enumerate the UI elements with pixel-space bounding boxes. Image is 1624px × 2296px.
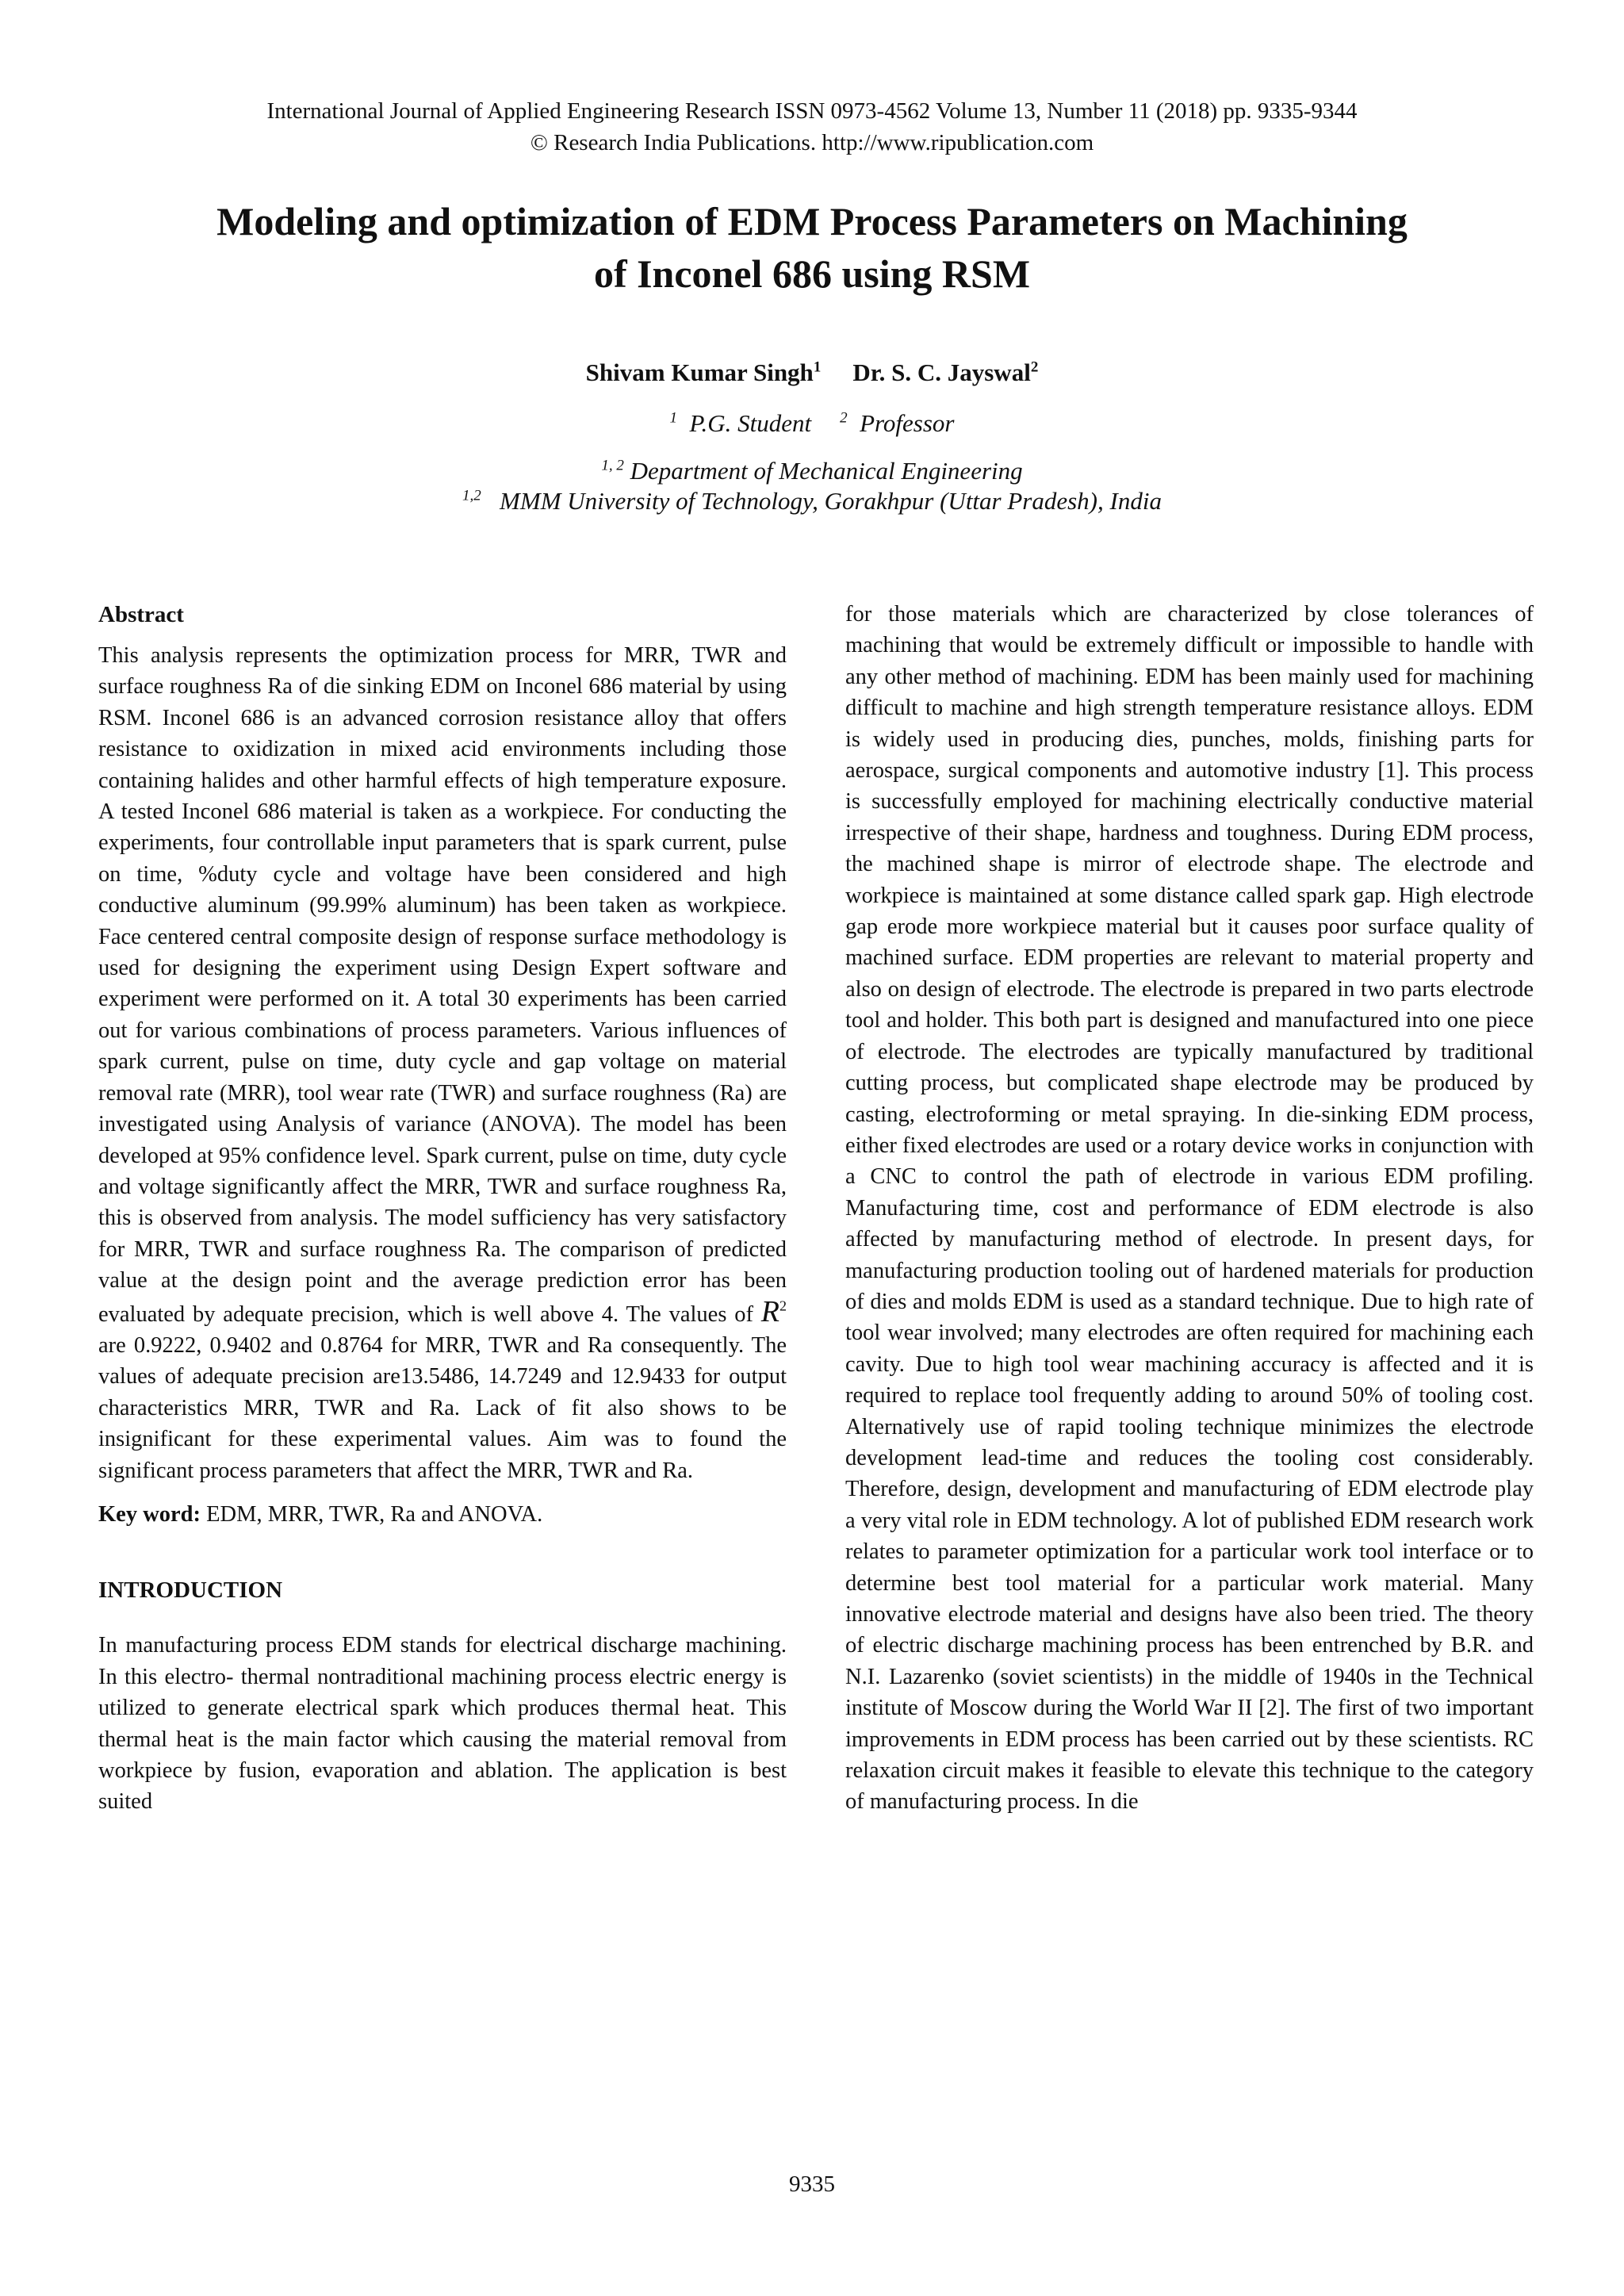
publisher-line: © Research India Publications. http://www.ripublication.com (530, 130, 1094, 155)
author-roles (0, 408, 1624, 439)
university-line (0, 485, 1624, 517)
page-number: 9335 (789, 2171, 835, 2197)
role-text: Professor (860, 409, 955, 437)
affiliation-mark: 1,2 (462, 487, 481, 504)
introduction-heading: INTRODUCTION (98, 1577, 283, 1604)
affiliation-mark: 1, 2 (601, 457, 624, 474)
keywords-text: EDM, MRR, TWR, Ra and ANOVA. (206, 1501, 543, 1527)
department-name: Department of Mechanical Engineering (630, 457, 1023, 485)
role-mark: 2 (840, 409, 848, 427)
keywords-line (98, 1499, 787, 1530)
author-list (0, 357, 1624, 389)
title-line-1: Modeling and optimization of EDM Process Parameters on Machining (216, 199, 1408, 243)
r-squared-symbol: $R^2$ (760, 1294, 787, 1328)
author-name: Dr. S. C. Jayswal (852, 358, 1031, 386)
role-text: P.G. Student (689, 409, 812, 437)
abstract-text: are 0.9222, 0.9402 and 0.8764 for MRR, TWR and Ra consequently. The values of adequate precision are13.5486, 14.7249 and 12.9433 for output characteristics MRR, TWR and Ra. Lack of fit also shows to be insignificant for these experimental values. Aim was to found the significant process parameters that affect the MRR, TWR and Ra. (98, 1332, 787, 1483)
role-mark: 1 (669, 409, 677, 427)
abstract-text: This analysis represents the optimization process for MRR, TWR and surface roughness Ra of die sinking EDM on Inconel 686 material by using RSM. Inconel 686 is an advanced corrosion resistance alloy that offers resistance to oxidization in mixed acid environments including those containing halides and other harmful effects of high temperature exposure. A tested Inconel 686 material is taken as a workpiece. For conducting the experiments, four controllable input parameters that is spark current, pulse on time, %duty cycle and voltage have been considered and high conductive aluminum (99.99% aluminum) has been taken as workpiece. Face centered central composite design of response surface methodology is used for designing the experiment using Design Expert software and experiment were performed on it. A total 30 experiments has been carried out for various combinations of process parameters. Various influences of spark current, pulse on time, duty cycle and gap voltage on material removal rate (MRR), tool wear rate (TWR) and surface roughness (Ra) are investigated using Analysis of variance (ANOVA). The model has been developed at 95% confidence level. Spark current, pulse on time, duty cycle and voltage significantly affect the MRR, TWR and surface roughness Ra, this is observed from analysis. The model sufficiency has very satisfactory for MRR, TWR and surface roughness Ra. The comparison of predicted value at the design point and the average prediction error has been evaluated by adequate precision, which is well above 4. The values of (98, 643, 787, 1327)
author-mark: 2 (1030, 358, 1039, 376)
keywords-label: Key word: (98, 1501, 201, 1527)
introduction-paragraph-continued: for those materials which are characterized by close tolerances of machining that would be extremely difficult or impossible to handle with any other method of machining. EDM has been mainly used for machining difficult to machine and high strength temperature resistance alloys. EDM is widely used in producing dies, punches, molds, finishing parts for aerospace, surgical components and automotive industry [1]. This process is successfully employed for machining electrically conductive material irrespective of their shape, hardness and toughness. During EDM process, the machined shape is mirror of electrode shape. The electrode and workpiece is maintained at some distance called spark gap. High electrode gap erode more workpiece material but it causes poor surface quality of machined surface. EDM properties are relevant to material property and also on design of electrode. The electrode is prepared in two parts electrode tool and holder. This both part is designed and manufactured into one piece of electrode. The electrodes are typically manufactured by traditional cutting process, but complicated shape electrode may be produced by casting, electroforming or metal spraying. In die-sinking EDM process, either fixed electrodes are used or a rotary device works in conjunction with a CNC to control the path of electrode in various EDM profiling. Manufacturing time, cost and performance of EDM electrode is also affected by manufacturing method of electrode. In present days, for manufacturing production tooling out of hardened materials for production of dies and molds EDM is used as a standard technique. Due to high rate of tool wear involved; many electrodes are often required for machining each cavity. Due to high tool wear machining accuracy is affected and it is required to replace tool frequently adding to around 50% of tooling cost. Alternatively use of rapid tooling technique minimizes the electrode development lead-time and reduces the tooling cost considerably. Therefore, design, development and manufacturing of EDM electrode play a very vital role in EDM technology. A lot of published EDM research work relates to parameter optimization for a particular work tool interface or to determine best tool material for a particular work material. Many innovative electrode material and designs have also been tried. The theory of electric discharge machining process has been entrenched by B.R. and N.I. Lazarenko (soviet scientists) in the middle of 1940s in the Technical institute of Moscow during the World War II [2]. The first of two important improvements in EDM process has been carried out by these scientists. RC relaxation circuit makes it feasible to elevate this technique to the category of manufacturing process. In die (845, 602, 1534, 1815)
abstract-heading: Abstract (98, 602, 184, 627)
university-name: MMM University of Technology, Gorakhpur (Uttar Pradesh), India (500, 487, 1162, 515)
author-mark: 1 (813, 358, 822, 376)
paper-title (127, 195, 1497, 300)
department-line (0, 455, 1624, 487)
introduction-paragraph: In manufacturing process EDM stands for electrical discharge machining. In this electro- thermal nontraditional machining process electric energy is utilized to generate electrical spark which produces thermal heat. This thermal heat is the main factor which causing the material removal from workpiece by fusion, evaporation and ablation. The application is best suited (98, 1633, 787, 1815)
journal-header (0, 95, 1624, 159)
title-line-2: of Inconel 686 using RSM (593, 251, 1031, 296)
journal-info-line: International Journal of Applied Engineering Research ISSN 0973-4562 Volume 13, Number 11 (2018) pp. 9335-9344 (266, 98, 1358, 124)
right-column (845, 599, 1534, 1818)
left-column (98, 599, 787, 1818)
abstract-paragraph (98, 640, 787, 1486)
author-name: Shivam Kumar Singh (585, 358, 814, 386)
